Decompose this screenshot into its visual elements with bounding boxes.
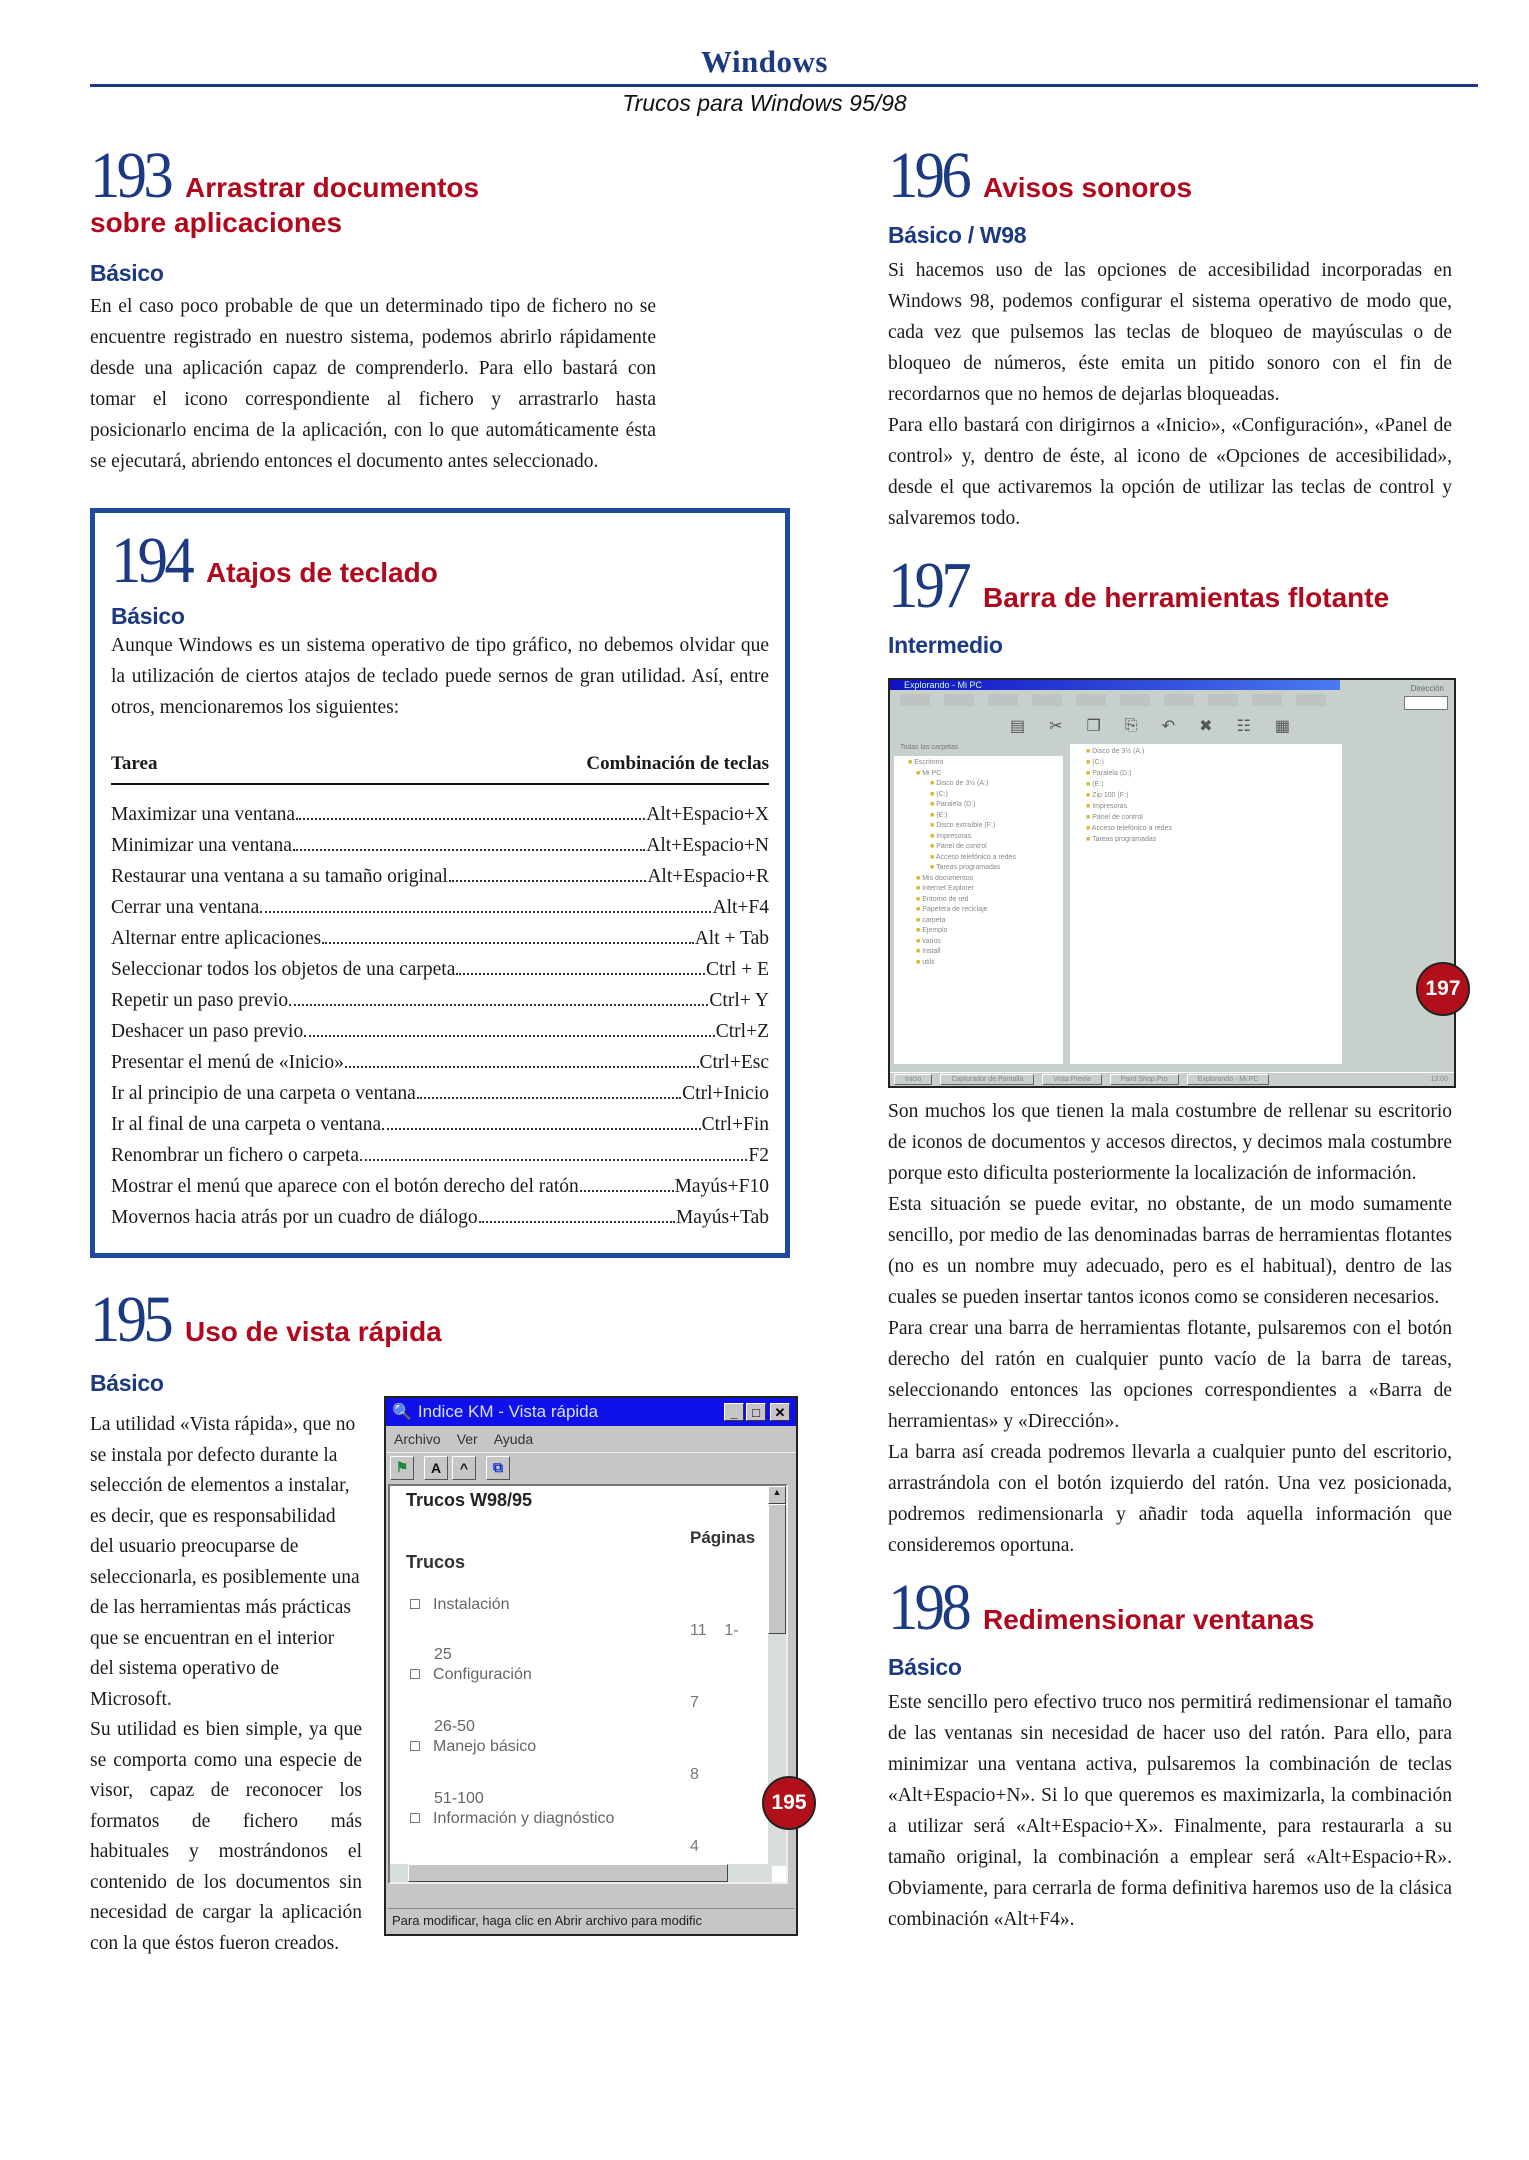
- shortcut-row: [111, 1109, 769, 1140]
- file-item[interactable]: [1086, 768, 1342, 779]
- folder-icon: ■: [916, 927, 921, 934]
- trick-193: [90, 139, 656, 477]
- shortcut-list: [111, 799, 769, 1233]
- folder-icon: ■: [1086, 781, 1091, 788]
- quick-view-window-screenshot: [384, 1396, 798, 1936]
- folder-icon: ■: [1086, 759, 1091, 766]
- file-item-label: (C:): [1092, 759, 1104, 766]
- shortcut-table-header: [111, 753, 769, 785]
- trick-number: 195: [90, 1283, 171, 1356]
- level-label: Básico: [90, 260, 164, 286]
- file-item-label: Impresoras: [1092, 803, 1128, 810]
- trick-body: [888, 255, 1452, 534]
- taskbar-button[interactable]: Capturador de Pantalla: [940, 1074, 1034, 1085]
- folder-icon: ■: [916, 769, 921, 777]
- trick-title: Arrastrar documentos: [185, 172, 480, 203]
- dot-leader: [479, 1221, 675, 1223]
- tree-item[interactable]: [908, 884, 1063, 895]
- dot-leader: [417, 1097, 681, 1099]
- file-item[interactable]: [1086, 834, 1342, 845]
- folder-tree-pane: [894, 744, 1066, 1064]
- trick-195: [90, 1283, 790, 1397]
- toolbar: [900, 710, 1340, 742]
- up-folder-icon[interactable]: ▤: [1010, 718, 1026, 735]
- shortcut-keys: Alt+Espacio+N: [646, 835, 769, 856]
- folder-icon: ■: [930, 864, 935, 871]
- paragraph: Si hacemos uso de las opciones de accesibilidad incorporadas en Windows 98, podemos configurar el sistema operativo de modo que, cada vez que pulsemos las teclas de bloqueo de mayúsculas o de bloqueo de números, éste emita un pitido sonoro con el fin de recordarnos que no hemos de dejarlas bloqueadas.: [888, 260, 1452, 405]
- properties-icon[interactable]: ☷: [1236, 718, 1251, 735]
- address-bar-input[interactable]: [1404, 696, 1448, 710]
- shortcut-row: [111, 1016, 769, 1047]
- trick-title-continued: sobre aplicaciones: [90, 207, 343, 238]
- trick-197-body: [888, 1096, 1452, 1561]
- file-item-label: Tareas programadas: [1092, 836, 1157, 843]
- tree-item-label: Panel de control: [936, 843, 987, 850]
- bullet-box-icon: □: [410, 1738, 420, 1755]
- scroll-thumb[interactable]: [408, 1864, 728, 1882]
- shortcut-keys: Alt + Tab: [694, 928, 769, 949]
- tree-header: Todas las carpetas: [894, 744, 1063, 756]
- tree-item-label: Install: [922, 948, 941, 955]
- copy-icon[interactable]: ❐: [1086, 718, 1101, 735]
- tree-item[interactable]: [908, 937, 1063, 948]
- folder-icon: ■: [930, 853, 935, 861]
- folder-icon: ■: [1086, 770, 1091, 777]
- shortcut-keys: Ctrl+Fin: [701, 1114, 769, 1135]
- trick-198: [888, 1571, 1452, 1935]
- paragraph: La utilidad «Vista rápida», que no se instala por defecto durante la selección de elementos a instalar, es decir, que es responsabilidad del usuario preocuparse de seleccionarla, es posiblemente una de las herramientas más prácticas que se encuentran en el interior del sistema operativo de Microsoft.: [90, 1414, 360, 1710]
- tree-item-label: Disco extraíble (F:): [936, 822, 996, 829]
- shortcut-task: Minimizar una ventana: [111, 835, 292, 856]
- folder-icon: ■: [916, 906, 921, 913]
- shortcut-keys: Ctrl + E: [706, 959, 769, 980]
- trick-number: 194: [111, 524, 192, 597]
- folder-icon: ■: [1086, 836, 1091, 843]
- folder-icon: ■: [908, 759, 913, 766]
- file-item-label: Acceso telefónico a redes: [1091, 825, 1172, 832]
- trick-197: [888, 549, 1452, 659]
- shortcut-task: Movernos hacia atrás por un cuadro de diálogo: [111, 1207, 478, 1228]
- level-label: Básico: [111, 603, 185, 629]
- maximize-button[interactable]: □: [746, 1403, 766, 1421]
- tree-item-label: Disco de 3½ (A:): [936, 780, 989, 787]
- tree-item-label: (C:): [936, 790, 948, 798]
- dot-leader: [449, 880, 647, 882]
- file-item-label: Panel de control: [1092, 814, 1143, 821]
- shortcut-keys: Ctrl+Esc: [699, 1052, 769, 1073]
- shortcut-row: [111, 1171, 769, 1202]
- toolbar: [386, 1452, 796, 1482]
- undo-icon[interactable]: ↶: [1161, 718, 1176, 735]
- menu-bar: [900, 694, 1340, 706]
- window-title: Explorando - Mi PC: [904, 680, 983, 690]
- folder-tree: [894, 756, 1063, 968]
- tree-item[interactable]: [908, 821, 1063, 832]
- file-list-pane: [1070, 744, 1342, 1064]
- folder-icon: ■: [1086, 792, 1091, 799]
- taskbar-button[interactable]: Explorando - Mi PC: [1187, 1074, 1270, 1085]
- paragraph: Para crear una barra de herramientas flotante, pulsaremos con el botón derecho del ratón en cualquier punto vacío de la barra de tareas, seleccionando entonces las opciones correspondientes a «Barra de herramientas» y «Dirección».: [888, 1318, 1452, 1432]
- dot-leader: [345, 1066, 699, 1068]
- tree-item-label: Ejemplo: [922, 927, 948, 934]
- explorer-window-screenshot: [888, 678, 1456, 1088]
- trick-194-box: [90, 508, 790, 1258]
- folder-icon: ■: [916, 948, 921, 955]
- trick-body: [111, 630, 769, 723]
- trick-title: Avisos sonoros: [983, 172, 1193, 203]
- trick-number: 196: [888, 139, 969, 212]
- tree-item-label: carpeta: [922, 916, 946, 924]
- window-titlebar: [890, 680, 1340, 690]
- paragraph: Para ello bastará con dirigirnos a «Inicio», «Configuración», «Panel de control» y, dentro de éste, al icono de «Opciones de accesibilidad», desde el que activaremos la opción de utilizar las teclas de control y salvaremos todo.: [888, 415, 1452, 529]
- bullet-box-icon: □: [410, 1596, 420, 1613]
- paragraph: Su utilidad es bien simple, ya que se comporta como una especie de visor, capaz de reconocer los formatos de fichero más habituales y mostrándonos el contenido de los documentos sin necesidad de cargar la aplicación con la que éstos fueron creados.: [90, 1719, 362, 1954]
- tree-item[interactable]: [908, 779, 1063, 790]
- shortcut-task: Ir al final de una carpeta o ventana: [111, 1114, 382, 1135]
- trick-number: 193: [90, 139, 171, 212]
- column-header-keys: Combinación de teclas: [586, 753, 769, 774]
- folder-icon: ■: [916, 874, 921, 882]
- folder-icon: ■: [1086, 814, 1091, 821]
- header-divider: [90, 84, 1478, 87]
- shortcut-row: [111, 799, 769, 830]
- shortcut-keys: F2: [748, 1145, 769, 1166]
- shortcut-row: [111, 1140, 769, 1171]
- shortcut-keys: Alt+Espacio+R: [647, 866, 769, 887]
- window-title: Indice KM - Vista rápida: [417, 1402, 599, 1421]
- figure-badge-197: 197: [1416, 962, 1470, 1016]
- shortcut-task: Alternar entre aplicaciones: [111, 928, 322, 949]
- tree-item[interactable]: [908, 958, 1063, 969]
- dot-leader: [293, 849, 645, 851]
- dot-leader: [304, 1035, 715, 1037]
- tree-item-label: (E:): [936, 811, 948, 819]
- trick-title: Uso de vista rápida: [185, 1316, 442, 1347]
- file-item[interactable]: [1086, 823, 1342, 834]
- paragraph: Esta situación se puede evitar, no obstante, de un modo sumamente sencillo, por medio de las denominadas barras de herramientas flotantes (no es un nombre muy adecuado, pero es el habitual), dentro de las cuales se pueden insertar tantos iconos como se consideren necesarios.: [888, 1194, 1452, 1308]
- trick-title: Barra de herramientas flotante: [983, 582, 1390, 613]
- file-item-label: Zip 100 (F:): [1092, 792, 1129, 799]
- open-file-icon[interactable]: ⚑: [390, 1456, 414, 1480]
- tree-item[interactable]: [908, 874, 1063, 885]
- folder-icon: ■: [930, 780, 935, 787]
- folder-icon: ■: [1086, 803, 1091, 810]
- shortcut-keys: Alt+Espacio+X: [646, 804, 769, 825]
- shortcut-row: [111, 985, 769, 1016]
- window-titlebar: [386, 1398, 796, 1426]
- shortcut-task: Repetir un paso previo: [111, 990, 289, 1011]
- trick-body: [90, 291, 656, 477]
- folder-icon: ■: [1086, 748, 1091, 755]
- page-range: 25: [434, 1646, 452, 1663]
- section-header: Trucos: [406, 1552, 466, 1572]
- tree-item[interactable]: [908, 842, 1063, 853]
- decrease-font-icon[interactable]: ^: [452, 1456, 476, 1480]
- folder-icon: ■: [916, 916, 921, 924]
- menu-bar: [386, 1426, 796, 1452]
- folder-icon: ■: [930, 832, 935, 840]
- dot-leader: [360, 1159, 747, 1161]
- tree-item[interactable]: [908, 863, 1063, 874]
- tree-item-label: Entorno de red: [922, 895, 969, 903]
- menu-ayuda[interactable]: Ayuda: [493, 1431, 534, 1447]
- file-item-label: (E:): [1092, 781, 1104, 788]
- tree-item[interactable]: [908, 790, 1063, 801]
- shortcut-row: [111, 1078, 769, 1109]
- file-item[interactable]: [1086, 801, 1342, 812]
- figure-badge-195: 195: [762, 1776, 816, 1830]
- shortcut-keys: Mayús+F10: [674, 1176, 769, 1197]
- close-button[interactable]: ✕: [770, 1403, 790, 1421]
- trick-195-body: [90, 1410, 362, 1959]
- dot-leader: [260, 911, 711, 913]
- taskbar-button[interactable]: Vista Previa: [1042, 1074, 1101, 1085]
- doc-title: Trucos W98/95: [406, 1490, 533, 1510]
- tree-item-label: Tareas programadas: [936, 864, 1001, 871]
- shortcut-keys: Ctrl+Z: [715, 1021, 769, 1042]
- trick-title: Redimensionar ventanas: [983, 1604, 1315, 1635]
- paragraph: La barra así creada podremos llevarla a cualquier punto del escritorio, arrastrándola con el botón izquierdo del ratón. Una vez posicionada, podremos redimensionarla y añadir toda aquella información que consideremos oportuna.: [888, 1442, 1452, 1556]
- tree-item[interactable]: [908, 895, 1063, 906]
- tree-item-label: varios: [922, 937, 941, 945]
- shortcut-task: Presentar el menú de «Inicio»: [111, 1052, 344, 1073]
- trick-196: [888, 139, 1452, 534]
- shortcut-task: Renombrar un fichero o carpeta: [111, 1145, 359, 1166]
- file-list: [1070, 744, 1342, 845]
- shortcut-task: Cerrar una ventana: [111, 897, 260, 918]
- shortcut-keys: Alt+F4: [712, 897, 769, 918]
- taskbar-button[interactable]: Paint Shop Pro: [1110, 1074, 1179, 1085]
- list-item: □ Manejo básico: [410, 1738, 537, 1755]
- tree-item[interactable]: [908, 800, 1063, 811]
- trick-number: 198: [888, 1571, 969, 1644]
- shortcut-task: Seleccionar todos los objetos de una carpeta: [111, 959, 456, 980]
- taskbar-clock: 13:00: [1430, 1076, 1448, 1083]
- folder-icon: ■: [916, 895, 921, 903]
- folder-icon: ■: [930, 790, 935, 798]
- dot-leader: [456, 973, 705, 975]
- dot-leader: [322, 942, 694, 944]
- level-label: Básico: [888, 1654, 962, 1680]
- dot-leader: [382, 1128, 700, 1130]
- paragraph: En el caso poco probable de que un determinado tipo de fichero no se encuentre registrado en nuestro sistema, podemos abrirlo rápidamente desde una aplicación capaz de comprenderlo. Para ello bastará con tomar el icono correspondiente al fichero y arrastrarlo hasta posicionarlo encima de la aplicación, con lo que automáticamente ésta se ejecutará, abriendo entonces el documento antes seleccionado.: [90, 296, 656, 472]
- document-view: [388, 1484, 788, 1884]
- folder-icon: ■: [930, 843, 935, 850]
- views-icon[interactable]: ▦: [1274, 718, 1290, 735]
- paste-icon[interactable]: ⎘: [1124, 717, 1138, 734]
- tree-item-label: Internet Explorer: [922, 885, 974, 892]
- bullet-box-icon: □: [410, 1666, 420, 1683]
- level-label: Básico / W98: [888, 222, 1027, 248]
- menu-archivo[interactable]: Archivo: [394, 1431, 441, 1447]
- folder-icon: ■: [916, 937, 921, 945]
- tree-item[interactable]: [908, 769, 1063, 780]
- page-count: 8: [690, 1766, 699, 1783]
- file-item-label: Paralela (D:): [1092, 770, 1132, 777]
- new-window-icon[interactable]: ⧉: [486, 1456, 510, 1480]
- tree-item[interactable]: [908, 947, 1063, 958]
- bullet-box-icon: □: [410, 1810, 420, 1827]
- shortcut-task: Deshacer un paso previo: [111, 1021, 304, 1042]
- address-bar-label: Dirección: [1410, 684, 1444, 693]
- page-count: 11 1-: [690, 1622, 739, 1639]
- tree-item[interactable]: [908, 811, 1063, 822]
- file-item[interactable]: [1086, 790, 1342, 801]
- tree-item-label: Impresoras: [936, 832, 972, 840]
- list-item: □ Configuración: [410, 1666, 532, 1683]
- folder-icon: ■: [916, 885, 921, 892]
- folder-icon: ■: [930, 801, 935, 808]
- shortcut-row: [111, 954, 769, 985]
- page-range: 51-100: [434, 1790, 484, 1807]
- folder-icon: ■: [1086, 825, 1091, 832]
- trick-number: 197: [888, 549, 969, 622]
- magnifier-icon: 🔍: [392, 1404, 412, 1421]
- level-label: Básico: [90, 1370, 164, 1396]
- dot-leader: [580, 1190, 674, 1192]
- file-item[interactable]: [1086, 812, 1342, 823]
- file-item-label: Disco de 3½ (A:): [1092, 748, 1145, 755]
- paragraph: Este sencillo pero efectivo truco nos permitirá redimensionar el tamaño de las ventanas sin necesidad de hacer uso del ratón. Para ello, para minimizar una ventana activa, pulsaremos la combinación de teclas «Alt+Espacio+N». Si lo que queremos es maximizarla, la combinación a utilizar será «Alt+Espacio+X». Finalmente, para restaurarla a su tamaño original, la combinación a emplear será «Alt+Espacio+R». Obviamente, para cerrarla de forma definitiva haremos uso de la clásica combinación «Alt+F4».: [888, 1692, 1452, 1930]
- minimize-button[interactable]: _: [724, 1403, 744, 1421]
- shortcut-row: [111, 923, 769, 954]
- tree-item-label: utils: [922, 958, 935, 966]
- increase-font-icon[interactable]: A: [424, 1456, 448, 1480]
- scroll-thumb[interactable]: [768, 1504, 786, 1634]
- page-count: 4: [690, 1838, 699, 1855]
- folder-icon: ■: [930, 822, 935, 829]
- status-bar: Para modificar, haga clic en Abrir archivo para modific: [388, 1908, 794, 1932]
- shortcut-row: [111, 830, 769, 861]
- scroll-up-arrow[interactable]: ▲: [768, 1486, 786, 1504]
- tree-item-label: Mi PC: [922, 769, 942, 777]
- paragraph: Aunque Windows es un sistema operativo de tipo gráfico, no debemos olvidar que la utilización de ciertos atajos de teclado puede sernos de gran utilidad. Así, entre otros, mencionaremos los siguientes:: [111, 635, 769, 718]
- tree-item-label: Paralela (D:): [936, 801, 976, 808]
- tree-item[interactable]: [908, 926, 1063, 937]
- menu-ver[interactable]: Ver: [456, 1431, 478, 1447]
- tree-item-label: Mis documentos: [922, 874, 974, 882]
- shortcut-row: [111, 1202, 769, 1233]
- shortcut-keys: Ctrl+ Y: [709, 990, 769, 1011]
- folder-icon: ■: [916, 958, 921, 966]
- taskbar-button[interactable]: Inicio: [894, 1074, 932, 1085]
- shortcut-row: [111, 892, 769, 923]
- trick-body: [888, 1687, 1452, 1935]
- dot-leader: [296, 818, 645, 820]
- tree-item[interactable]: [908, 853, 1063, 864]
- tree-item-label: Acceso telefónico a redes: [935, 853, 1016, 861]
- cut-icon[interactable]: ✂: [1049, 718, 1063, 735]
- list-item: □ Información y diagnóstico: [410, 1810, 615, 1827]
- shortcut-task: Mostrar el menú que aparece con el botón derecho del ratón: [111, 1176, 579, 1197]
- pages-header: Páginas: [690, 1528, 756, 1547]
- tree-item-label: Papelera de reciclaje: [922, 906, 988, 913]
- column-header-task: Tarea: [111, 753, 158, 774]
- horizontal-scrollbar[interactable]: [390, 1864, 772, 1882]
- shortcut-row: [111, 861, 769, 892]
- shortcut-task: Restaurar una ventana a su tamaño original: [111, 866, 448, 887]
- file-item[interactable]: [1086, 757, 1342, 768]
- folder-icon: ■: [930, 811, 935, 819]
- shortcut-keys: Ctrl+Inicio: [682, 1083, 769, 1104]
- file-item[interactable]: [1086, 746, 1342, 757]
- shortcut-keys: Mayús+Tab: [675, 1207, 769, 1228]
- delete-icon[interactable]: ✖: [1199, 718, 1213, 735]
- tree-item[interactable]: [908, 832, 1063, 843]
- taskbar: [890, 1072, 1454, 1086]
- level-label: Intermedio: [888, 632, 1003, 658]
- tree-item[interactable]: [908, 905, 1063, 916]
- page-count: 7: [690, 1694, 699, 1711]
- file-item[interactable]: [1086, 779, 1342, 790]
- tree-item-label: Escritorio: [914, 759, 944, 766]
- page-range: 26-50: [434, 1718, 475, 1735]
- trick-title: Atajos de teclado: [206, 557, 438, 588]
- paragraph: Son muchos los que tienen la mala costumbre de rellenar su escritorio de iconos de documentos y accesos directos, y decimos mala costumbre porque esto dificulta posteriormente la localización de información.: [888, 1101, 1452, 1184]
- section-title: Windows: [701, 44, 828, 79]
- tree-item[interactable]: [908, 758, 1063, 769]
- shortcut-task: Ir al principio de una carpeta o ventana: [111, 1083, 416, 1104]
- shortcut-task: Maximizar una ventana: [111, 804, 296, 825]
- shortcut-row: [111, 1047, 769, 1078]
- list-item: □ Instalación: [410, 1596, 510, 1613]
- dot-leader: [289, 1004, 708, 1006]
- section-subtitle: Trucos para Windows 95/98: [622, 90, 907, 116]
- tree-item[interactable]: [908, 916, 1063, 927]
